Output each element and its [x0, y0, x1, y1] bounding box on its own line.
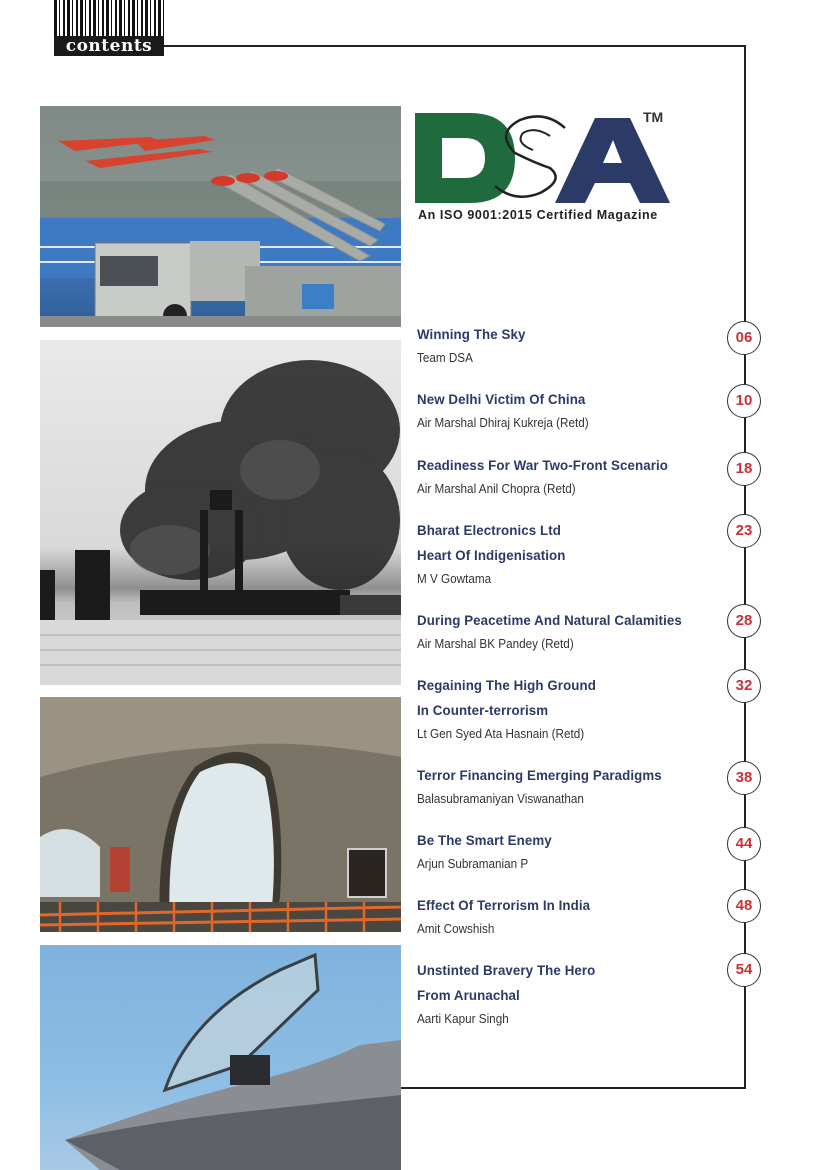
entry-title-line-2[interactable]: From Arunachal	[417, 987, 520, 1003]
entry-title-line-2[interactable]: In Counter-terrorism	[417, 702, 549, 718]
page-number-badge[interactable]: 54	[727, 953, 761, 987]
entry-title[interactable]: During Peacetime And Natural Calamities	[417, 612, 682, 628]
entry-author: Air Marshal BK Pandey (Retd)	[417, 636, 574, 651]
entry-author: M V Gowtama	[417, 571, 492, 586]
entry-title[interactable]: Effect Of Terrorism In India	[417, 897, 591, 913]
entry-title[interactable]: Regaining The High Ground	[417, 677, 596, 693]
page-number-badge[interactable]: 28	[727, 604, 761, 638]
toc-entry[interactable]	[417, 453, 717, 500]
section-label: contents	[54, 36, 164, 56]
page-number-badge[interactable]: 06	[727, 321, 761, 355]
entry-author: Air Marshal Anil Chopra (Retd)	[417, 481, 576, 496]
trademark-mark: TM	[643, 109, 664, 125]
frame-top-line	[164, 45, 746, 47]
tagline: An ISO 9001:2015 Certified Magazine	[418, 208, 658, 222]
dsa-logo	[415, 108, 685, 208]
entry-title-line-2[interactable]: Heart Of Indigenisation	[417, 547, 566, 563]
entry-title[interactable]: Bharat Electronics Ltd	[417, 522, 561, 538]
entry-author: Amit Cowshish	[417, 921, 495, 936]
page-number-badge[interactable]: 48	[727, 889, 761, 923]
entry-title[interactable]: Winning The Sky	[417, 326, 526, 342]
entry-author: Lt Gen Syed Ata Hasnain (Retd)	[417, 726, 585, 741]
toc-entry[interactable]	[417, 763, 717, 810]
barcode-icon	[54, 0, 164, 38]
entry-title[interactable]: Unstinted Bravery The Hero	[417, 962, 596, 978]
entry-author: Aarti Kapur Singh	[417, 1011, 509, 1026]
toc-entry[interactable]	[417, 387, 717, 434]
entry-author: Balasubramaniyan Viswanathan	[417, 791, 584, 806]
toc-entry[interactable]	[417, 322, 717, 369]
page-number-badge[interactable]: 32	[727, 669, 761, 703]
photo-fighter-jet	[40, 945, 401, 1170]
page-number-badge[interactable]: 23	[727, 514, 761, 548]
page-number-badge[interactable]: 44	[727, 827, 761, 861]
photo-burning-warships	[40, 340, 401, 685]
toc-entry[interactable]	[417, 673, 717, 745]
timeline-line	[744, 45, 746, 1089]
page-number-badge[interactable]: 38	[727, 761, 761, 795]
toc-entry[interactable]	[417, 608, 717, 655]
entry-title[interactable]: New Delhi Victim Of China	[417, 391, 586, 407]
page-number-badge[interactable]: 18	[727, 452, 761, 486]
entry-title[interactable]: Be The Smart Enemy	[417, 832, 552, 848]
page-number-badge[interactable]: 10	[727, 384, 761, 418]
entry-author: Team DSA	[417, 350, 473, 365]
toc-entry[interactable]	[417, 893, 717, 940]
logo-letter-a	[555, 118, 670, 203]
entry-author: Air Marshal Dhiraj Kukreja (Retd)	[417, 415, 589, 430]
entry-author: Arjun Subramanian P	[417, 856, 529, 871]
toc-entry[interactable]	[417, 828, 717, 875]
photo-missile-launcher	[40, 106, 401, 327]
toc-entry[interactable]	[417, 518, 717, 590]
photo-cave-shrine	[40, 697, 401, 932]
frame-bottom-line	[400, 1087, 746, 1089]
entry-title[interactable]: Terror Financing Emerging Paradigms	[417, 767, 662, 783]
entry-title[interactable]: Readiness For War Two-Front Scenario	[417, 457, 668, 473]
toc-entry[interactable]	[417, 958, 717, 1030]
